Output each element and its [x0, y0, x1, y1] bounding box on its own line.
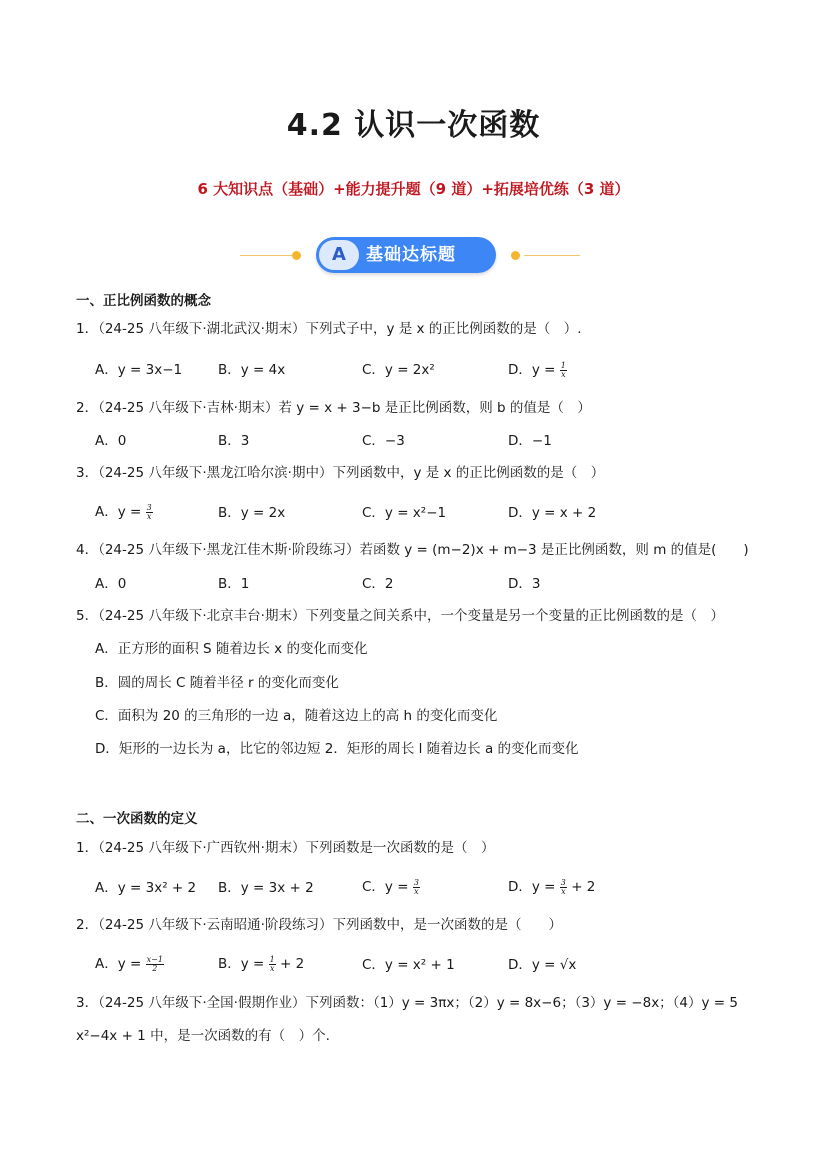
- question-stem-continued: x²−4x + 1 中，是一次函数的有（ ）个.: [76, 1028, 330, 1044]
- fraction-numerator: 1: [560, 360, 566, 370]
- question-stem: 4．（24-25 八年级下·黑龙江佳木斯·阶段练习）若函数 y = (m−2)x + m−3 是正比例函数，则 m 的值是( ): [76, 542, 749, 558]
- question-stem: 3．（24-25 八年级下·黑龙江哈尔滨·期中）下列函数中，y 是 x 的正比例函数的是（ ）: [76, 465, 605, 481]
- question-stem: 3．（24-25 八年级下·全国·假期作业）下列函数：（1）y = 3πx；（2）y = 8x−6；（3）y = −8x；（4）y = 5: [76, 995, 738, 1011]
- question-stem: 1．（24-25 八年级下·湖北武汉·期末）下列式子中，y 是 x 的正比例函数的是（ ）.: [76, 321, 582, 337]
- question-stem: 5．（24-25 八年级下·北京丰台·期末）下列变量之间关系中，一个变量是另一个变量的正比例函数的是（ ）: [76, 608, 724, 624]
- option-c-prefix: C．y =: [362, 879, 409, 895]
- option-c: C．y = x² + 1: [362, 957, 455, 973]
- option-d-prefix: D．y =: [508, 879, 556, 895]
- banner-dot-left: [292, 251, 301, 260]
- fraction-numerator: 1: [269, 954, 275, 964]
- question-stem: 2．（24-25 八年级下·吉林·期末）若 y = x + 3−b 是正比例函数，则 b 的值是（ ）: [76, 400, 591, 416]
- fraction-numerator: 3: [560, 877, 566, 887]
- option-b: B．y = 4x: [218, 362, 286, 378]
- option-b: B．1: [218, 576, 250, 592]
- banner-pill: [316, 237, 496, 273]
- option-c: C．−3: [362, 433, 405, 449]
- fraction-denominator: 2: [152, 963, 158, 973]
- option-b: B．y = 3x + 2: [218, 880, 314, 896]
- option-a: A．0: [95, 433, 127, 449]
- page-subtitle: 6 大知识点（基础）+能力提升题（9 道）+拓展培优练（3 道）: [197, 180, 630, 198]
- option-d-suffix: + 2: [571, 879, 596, 895]
- option-c: C．y = x²−1: [362, 505, 447, 521]
- page-title: 4.2 认识一次函数: [286, 108, 541, 143]
- question-stem: 1．（24-25 八年级下·广西钦州·期末）下列函数是一次函数的是（ ）: [76, 840, 495, 856]
- fraction: [560, 362, 567, 379]
- option-a: A．y = 3x² + 2: [95, 880, 197, 896]
- option-b: B．3: [218, 433, 250, 449]
- option-c: C．面积为 20 的三角形的一边 a，随着这边上的高 h 的变化而变化: [95, 708, 498, 724]
- fraction-numerator: x−1: [146, 954, 163, 964]
- question-stem: 2．（24-25 八年级下·云南昭通·阶段练习）下列函数中，是一次函数的是（ ）: [76, 917, 562, 933]
- option-a: A．0: [95, 576, 127, 592]
- fraction: [146, 504, 153, 521]
- banner-dot-right: [511, 251, 520, 260]
- banner-letter: A: [319, 240, 359, 270]
- banner-line-right: [524, 255, 580, 256]
- option-d: D．y = x + 2: [508, 505, 597, 521]
- fraction-denominator: x: [414, 886, 419, 896]
- option-d: [508, 358, 567, 379]
- option-d: D．3: [508, 576, 541, 592]
- fraction: [146, 956, 164, 973]
- option-b: B．圆的周长 C 随着半径 r 的变化而变化: [95, 675, 339, 691]
- fraction-denominator: x: [561, 369, 566, 379]
- banner-line-left: [240, 255, 296, 256]
- banner-text: 基础达标题: [366, 245, 456, 265]
- section-banner: [240, 236, 580, 274]
- fraction-denominator: x: [269, 963, 275, 973]
- fraction-numerator: 3: [146, 502, 152, 512]
- option-c: C．2: [362, 576, 394, 592]
- option-a: A．y = 3x−1: [95, 362, 183, 378]
- option-d: [508, 875, 595, 896]
- option-a-prefix: A．y =: [95, 504, 142, 520]
- fraction: [269, 956, 276, 973]
- option-a-prefix: A．y =: [95, 956, 142, 972]
- option-c: C．y = 2x²: [362, 362, 435, 378]
- option-a: A．正方形的面积 S 随着边长 x 的变化而变化: [95, 641, 368, 657]
- option-b-suffix: + 2: [280, 956, 305, 972]
- fraction: [413, 879, 420, 896]
- option-d: D．矩形的一边长为 a，比它的邻边短 2．矩形的周长 l 随着边长 a 的变化而变化: [95, 741, 579, 757]
- option-b-prefix: B．y =: [218, 956, 265, 972]
- section-heading: 二、一次函数的定义: [76, 811, 198, 827]
- option-d-prefix: D．y =: [508, 362, 556, 378]
- option-b: [218, 952, 304, 973]
- fraction-denominator: x: [146, 511, 152, 521]
- option-c: [362, 875, 420, 896]
- option-b: B．y = 2x: [218, 505, 286, 521]
- section-heading: 一、正比例函数的概念: [76, 293, 211, 309]
- option-a: [95, 500, 153, 521]
- option-a: [95, 952, 164, 973]
- option-d: D．−1: [508, 433, 552, 449]
- fraction: [560, 879, 567, 896]
- fraction-denominator: x: [561, 886, 566, 896]
- option-d: D．y = √x: [508, 957, 577, 973]
- fraction-numerator: 3: [413, 877, 419, 887]
